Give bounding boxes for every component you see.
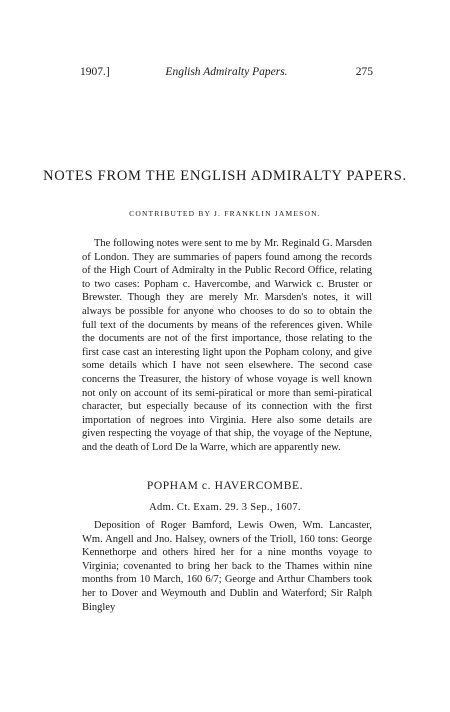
case-heading: POPHAM c. HAVERCOMBE. [146,480,304,492]
case-reference: Adm. Ct. Exam. 29. 3 Sep., 1607. [149,502,301,513]
running-head-year: 1907.] [80,66,110,78]
running-head-title: English Admiralty Papers. [165,66,288,78]
article-title: NOTES FROM THE ENGLISH ADMIRALTY PAPERS. [43,168,407,184]
case-paragraph: Deposition of Roger Bamford, Lewis Owen, Wm. Lancaster, Wm. Angell and Jno. Halsey, owners of the Trioll, 160 tons: George Kennethorpe and others hired her for a nine months voyage to Virginia; covenanted to bring her back to the Thames within nine months from 10 March, 160 6/7; George and Arthur Chambers took her to Dover and Weymouth and Dublin and Waterford; Sir Ralph Bingley [82,520,372,613]
intro-paragraph: The following notes were sent to me by Mr. Reginald G. Marsden of London. They are summaries of papers found among the records of the High Court of Admiralty in the Public Record Office, relating to two cases: Popham c. Havercombe, and Warwick c. Bruster or Brewster. Though they are merely Mr. Marsden's notes, it will always be possible for anyone who chooses to do so to obtain the full text of the documents by means of the references given. While the documents are not of the first importance, those relating to the first case cast an interesting light upon the Popham colony, and give some details which I have not seen elsewhere. The second case concerns the Treasurer, the history of whose voyage is well known not only on account of its semi-piratical or more than semi-piratical character, but especially because of its connection with the first importation of negroes into Virginia. Here also some details are given respecting the voyage of that ship, the voyage of the Neptune, and the death of Lord De la Warre, which are apparently new. [82,238,372,453]
running-head [80,66,373,82]
contributor-line: CONTRIBUTED BY J. FRANKLIN JAMESON. [129,209,321,218]
page-number: 275 [355,66,373,78]
